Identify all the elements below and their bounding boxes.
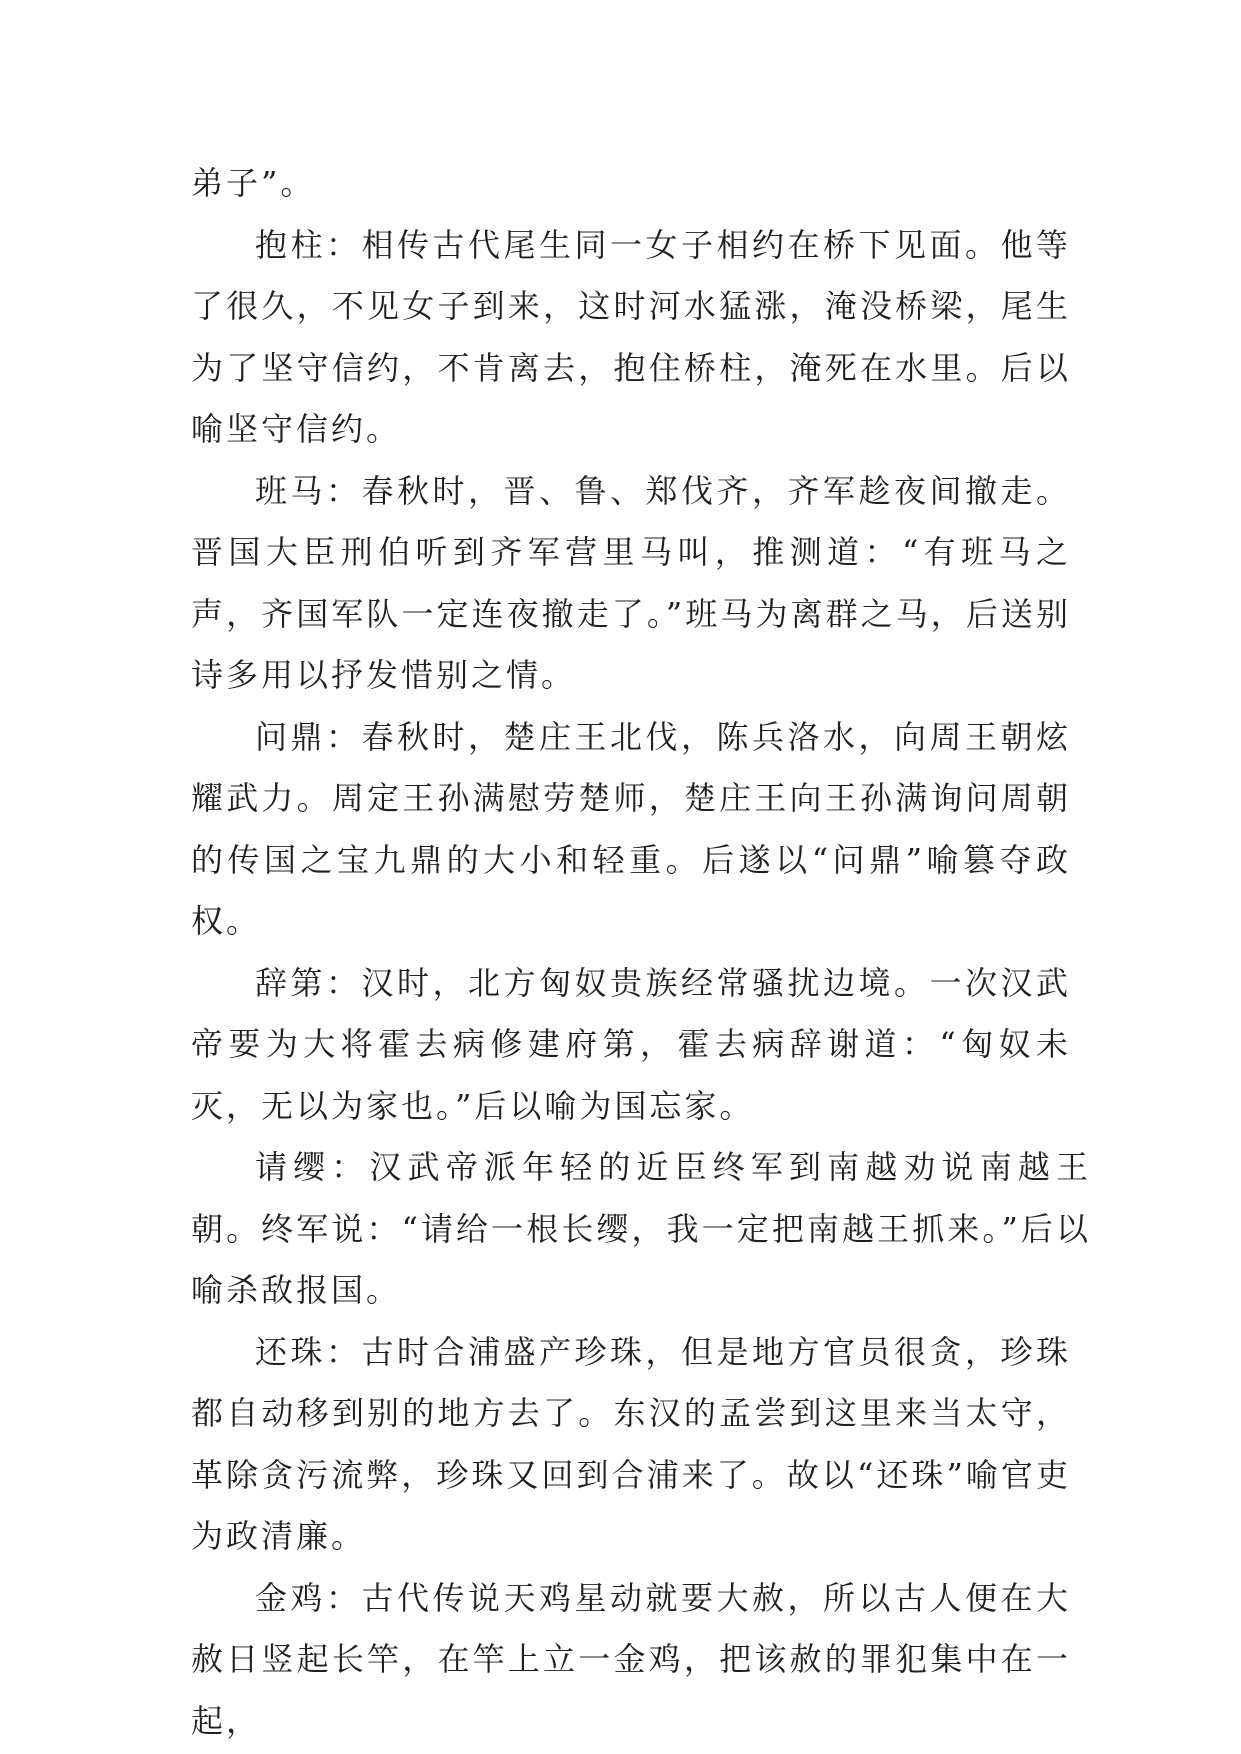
- paragraph-jinji: 金鸡：古代传说天鸡星动就要大赦，所以古人便在大赦日竖起长竿，在竿上立一金鸡，把该赦的罪犯集中在一起，: [191, 1578, 1071, 1740]
- paragraph-cidi: 辞第：汉时，北方匈奴贵族经常骚扰边境。一次汉武帝要为大将霍去病修建府第，霍去病辞谢道：“匈奴未灭，无以为家也。”后以喻为国忘家。: [191, 963, 1071, 1125]
- paragraph-banma: 班马：春秋时，晋、鲁、郑伐齐，齐军趁夜间撤走。晋国大臣刑伯听到齐军营里马叫，推测道：“有班马之声，齐国军队一定连夜撤走了。”班马为离群之马，后送别诗多用以抒发惜别之情。: [191, 471, 1071, 694]
- paragraph-baozhu: 抱柱：相传古代尾生同一女子相约在桥下见面。他等了很久，不见女子到来，这时河水猛涨，淹没桥梁，尾生为了坚守信约，不肯离去，抱住桥柱，淹死在水里。后以喻坚守信约。: [191, 225, 1071, 448]
- paragraph-qingying: 请缨：汉武帝派年轻的近臣终军到南越劝说南越王朝。终军说：“请给一根长缨，我一定把南越王抓来。”后以喻杀敌报国。: [191, 1148, 1091, 1309]
- paragraph-huanzhu: 还珠：古时合浦盛产珍珠，但是地方官员很贪，珍珠都自动移到别的地方去了。东汉的孟尝到这里来当太守，革除贪污流弊，珍珠又回到合浦来了。故以“还珠”喻官吏为政清廉。: [191, 1332, 1071, 1555]
- paragraph-wending: 问鼎：春秋时，楚庄王北伐，陈兵洛水，向周王朝炫耀武力。周定王孙满慰劳楚师，楚庄王向王孙满询问周朝的传国之宝九鼎的大小和轻重。后遂以“问鼎”喻篡夺政权。: [191, 717, 1071, 940]
- document-body: [191, 153, 1091, 1752]
- paragraph-continuation: 弟子”。: [191, 164, 316, 202]
